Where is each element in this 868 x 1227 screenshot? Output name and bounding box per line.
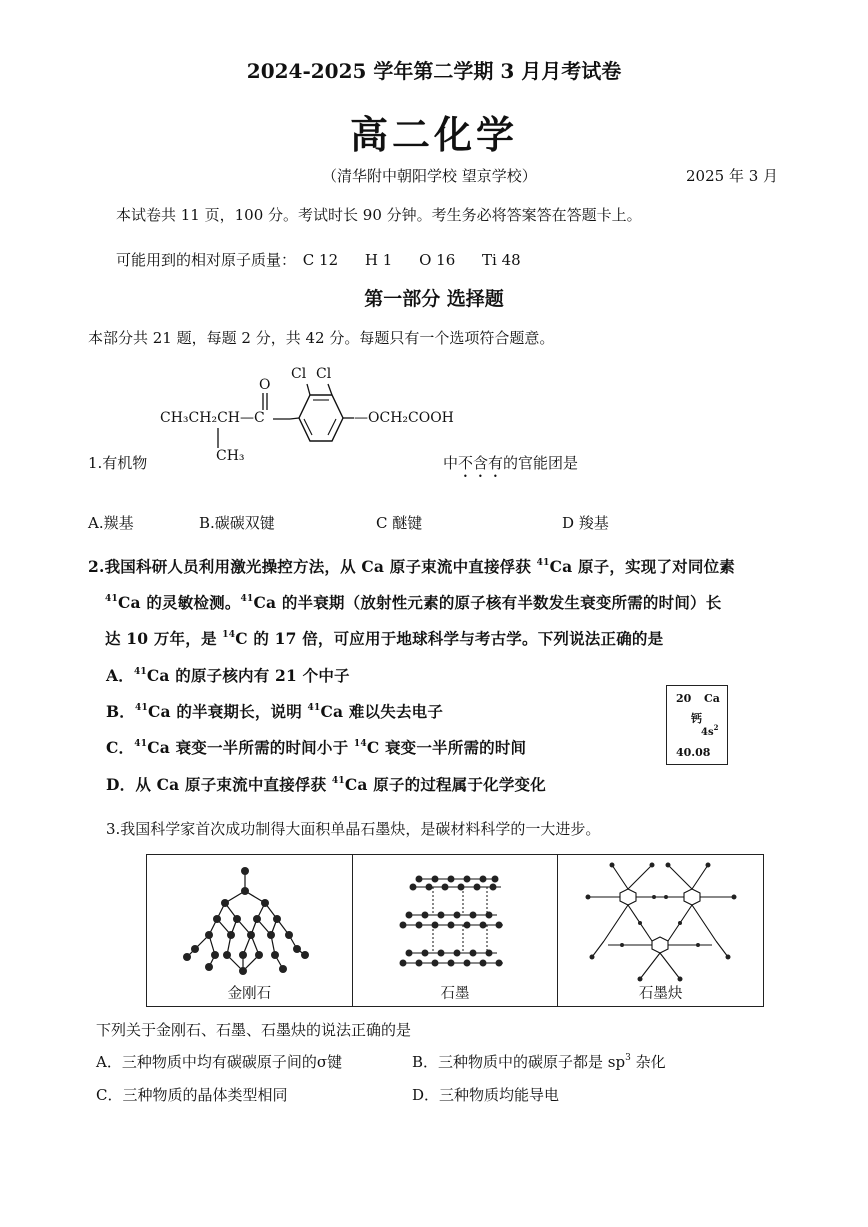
q3-option-b-sup: 3 [625,1053,631,1063]
q2-line2-text-a: Ca 的灵敏检测。 [117,593,241,612]
q1-stem-mid: 中 [443,454,459,472]
q2-option-c-text-b: C 衰变一半所需的时间 [366,738,527,757]
q2-option-d-text: D．从 Ca 原子束流中直接俘获 [106,775,332,794]
graphdiyne-structure-icon [558,857,762,985]
q2-line2-text-b: Ca 的半衰期（放射性元素的原子核有半数发生衰变所需的时间）长 [253,593,722,612]
q2-option-a[interactable] [106,664,350,686]
q2-option-b-text-b: Ca 难以失去电子 [320,702,444,721]
school-names: （清华附中朝阳学校 望京学校） [322,167,537,185]
q2-option-a-letter: A． [106,666,134,685]
left-chain-label: CH₃CH₂CH—C [160,410,265,426]
q2-option-c[interactable] [106,736,526,758]
part-title: 第一部分 选择题 [364,288,504,310]
atomic-mass-item: C 12 [302,251,339,269]
right-chain-label: —OCH₂COOH [354,410,454,426]
q3-option-b-text-b: 杂化 [630,1053,666,1071]
atomic-mass-row [116,249,521,270]
mass-number: 41 [105,594,118,604]
mass-number: 14 [222,630,236,640]
q1-stem-emphasis: 不含有 [458,454,504,472]
mass-number: 41 [133,667,147,677]
q3-option-b-text: B．三种物质中的碳原子都是 sp [412,1053,626,1071]
graphite-cell [353,855,559,1006]
part-intro: 本部分共 21 题，每题 2 分，共 42 分。每题只有一个选项符合题意。 [88,329,555,347]
mass-number: 41 [536,558,550,568]
atomic-mass-item: O 16 [419,251,456,269]
exam-title: 2024-2025 学年第二学期 3 月月考试卷 [246,59,622,83]
diamond-cell [147,855,353,1006]
atomic-mass-label: 可能用到的相对原子质量： [116,251,297,269]
diamond-structure-icon [147,857,351,985]
q2-option-b-letter: B． [106,702,136,721]
q2-option-d[interactable] [106,773,546,795]
exam-date: 2025 年 3 月 [686,167,779,185]
atomic-mass-item: Ti 48 [482,251,521,269]
mass-number: 14 [353,739,367,749]
element-symbol: Ca [704,692,720,705]
q1-option-c[interactable]: C 醚键 [376,514,423,532]
q2-option-c-letter: C． [106,738,135,757]
q1-structure-diagram [160,360,460,470]
element-name: 钙 [691,712,702,725]
q2-line3-text-a: 达 10 万年，是 [105,629,223,648]
q1-option-a[interactable]: A.羰基 [88,514,134,532]
q1-stem-tail [443,452,578,481]
q2-line-3 [105,627,663,649]
q1-option-b[interactable]: B.碳碳双键 [199,514,275,532]
carbonyl-o-label: O [259,377,271,393]
q2-option-b[interactable] [106,700,443,722]
q1-option-d[interactable]: D 羧基 [562,514,609,532]
q3-stem: 3.我国科学家首次成功制得大面积单晶石墨炔，是碳材料科学的一大进步。 [106,820,601,838]
q2-line-2 [105,591,721,613]
q1-stem-suffix: 的官能团是 [503,454,579,472]
exam-notice: 本试卷共 11 页，100 分。考试时长 90 分钟。考生务必将答案答在答题卡上。 [116,206,642,224]
caption-diamond: 金刚石 [227,986,272,1002]
electron-config-sup: 2 [713,723,719,732]
q3-option-d[interactable]: D．三种物质均能导电 [412,1086,560,1104]
atomic-number: 20 [676,692,692,705]
q2-line3-text-b: C 的 17 倍，可应用于地球科学与考古学。下列说法正确的是 [235,629,664,648]
cl-left-label: Cl [291,366,307,382]
graphite-structure-icon [353,857,557,985]
mass-number: 41 [134,739,148,749]
mass-number: 41 [135,703,148,713]
atomic-mass-item: H 1 [364,251,393,269]
mass-number: 41 [240,594,254,604]
q2-option-d-text-b: Ca 原子的过程属于化学变化 [344,775,546,794]
q3-option-c[interactable]: C．三种物质的晶体类型相同 [96,1086,288,1104]
graphdiyne-cell [558,855,763,1006]
mass-number: 41 [307,703,321,713]
q2-line1-text-b: Ca 原子，实现了对同位素 [549,557,735,576]
periodic-element-box [666,685,728,765]
electron-config-text: 4s [701,727,714,738]
q2-option-b-text: Ca 的半衰期长，说明 [147,702,308,721]
q2-option-a-text: Ca 的原子核内有 21 个中子 [146,666,350,685]
q2-option-c-text: Ca 衰变一半所需的时间小于 [147,738,354,757]
q2-line-1 [88,555,735,577]
q2-number: 2 [88,557,99,576]
q3-question: 下列关于金刚石、石墨、石墨炔的说法正确的是 [96,1021,412,1039]
atomic-mass: 40.08 [676,746,711,759]
q3-option-a[interactable]: A．三种物质中均有碳碳原子间的σ键 [96,1053,343,1071]
mass-number: 41 [331,776,345,786]
caption-graphite: 石墨 [440,986,470,1002]
electron-config [701,723,719,738]
q1-stem-prefix: 1.有机物 [88,454,148,472]
q3-option-b[interactable] [412,1051,666,1072]
cl-right-label: Cl [316,366,332,382]
branch-label: CH₃ [216,448,245,464]
carbon-allotrope-figure [146,854,764,1007]
subject-title: 高二化学 [349,112,518,157]
q2-line1-text: .我国科研人员利用激光操控方法，从 Ca 原子束流中直接俘获 [99,557,537,576]
caption-graphdiyne: 石墨炔 [638,986,683,1002]
